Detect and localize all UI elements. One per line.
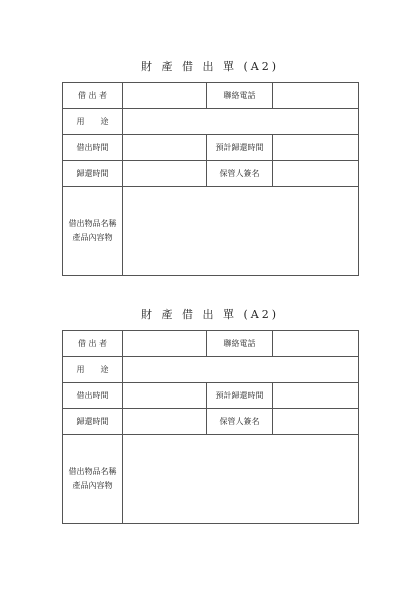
label-items-line2: 產品內容物 [72, 233, 113, 242]
label-custodian-signature: 保管人簽名 [207, 409, 273, 435]
label-contact-phone: 聯絡電話 [207, 331, 273, 357]
field-expected-return-time[interactable] [273, 135, 359, 161]
label-return-time: 歸還時間 [63, 161, 123, 187]
borrow-form-table [62, 330, 359, 524]
label-lend-time: 借出時間 [63, 135, 123, 161]
field-purpose[interactable] [123, 357, 359, 383]
label-lend-time: 借出時間 [63, 383, 123, 409]
field-contact-phone[interactable] [273, 83, 359, 109]
field-return-time[interactable] [123, 409, 207, 435]
label-borrower: 借 出 者 [63, 331, 123, 357]
field-borrower[interactable] [123, 83, 207, 109]
field-purpose[interactable] [123, 109, 359, 135]
label-items [63, 187, 123, 276]
label-items-line1: 借出物品名稱 [68, 219, 117, 228]
field-lend-time[interactable] [123, 383, 207, 409]
label-purpose: 用 途 [63, 109, 123, 135]
label-return-time: 歸還時間 [63, 409, 123, 435]
form-title: 財 產 借 出 單 (A2) [140, 308, 279, 321]
label-expected-return-time: 預計歸還時間 [207, 135, 273, 161]
label-custodian-signature: 保管人簽名 [207, 161, 273, 187]
field-contact-phone[interactable] [273, 331, 359, 357]
field-expected-return-time[interactable] [273, 383, 359, 409]
borrow-form-table [62, 82, 359, 276]
field-lend-time[interactable] [123, 135, 207, 161]
label-contact-phone: 聯絡電話 [207, 83, 273, 109]
field-custodian-signature[interactable] [273, 409, 359, 435]
label-borrower: 借 出 者 [63, 83, 123, 109]
field-return-time[interactable] [123, 161, 207, 187]
form-title: 財 產 借 出 單 (A2) [140, 60, 279, 73]
field-custodian-signature[interactable] [273, 161, 359, 187]
field-borrower[interactable] [123, 331, 207, 357]
field-items[interactable] [123, 187, 359, 276]
label-purpose: 用 途 [63, 357, 123, 383]
label-items-line2: 產品內容物 [72, 481, 113, 490]
label-expected-return-time: 預計歸還時間 [207, 383, 273, 409]
label-items-line1: 借出物品名稱 [68, 467, 117, 476]
field-items[interactable] [123, 435, 359, 524]
label-items [63, 435, 123, 524]
